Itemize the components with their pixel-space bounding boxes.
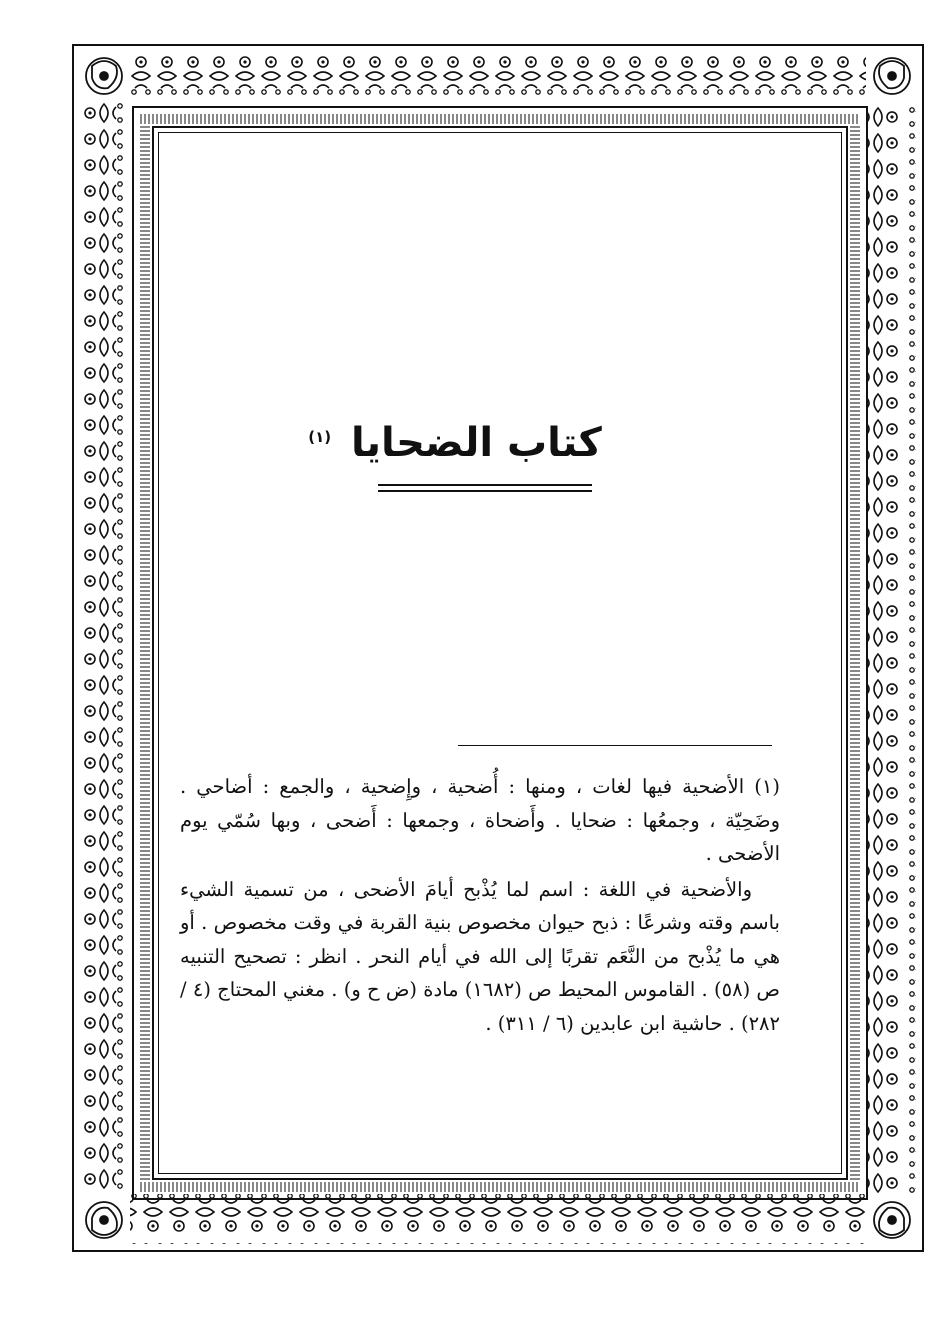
chapter-title — [300, 420, 610, 466]
footnote-separator — [458, 745, 772, 746]
footnote-marker: (١) — [308, 427, 332, 446]
footnote-block — [180, 770, 780, 1040]
title-underline-2 — [378, 490, 592, 492]
chapter-title-text: كتاب الضحايا — [351, 420, 602, 466]
title-underline-1 — [378, 484, 592, 486]
footnote-paragraph-2: والأضحية في اللغة : اسم لما يُذْبح أيامَ الأضحى ، من تسمية الشيء باسم وقته وشرعًا : ذبح حيوان مخصوص بنية القربة في وقت مخصوص . أو هي ما يُذْبح من النَّعَم تقربًا إلى الله في أيام النحر . انظر : تصحيح التنبيه ص (٥٨) . القاموس المحيط ص (١٦٨٢) مادة (ض ح و) . مغني المحتاج (٤ / ٢٨٢) . حاشية ابن عابدين (٦ / ٣١١) . — [180, 877, 780, 1035]
footnote-paragraph-1: (١) الأضحية فيها لغات ، ومنها : أُضحية ، وإِضحية ، والجمع : أضاحي . وضَحِيّة ، وجمعُها : ضحايا . وأَضحاة ، وجمعها : أَضحى ، وبها سُمّي يوم الأضحى . — [180, 775, 780, 865]
